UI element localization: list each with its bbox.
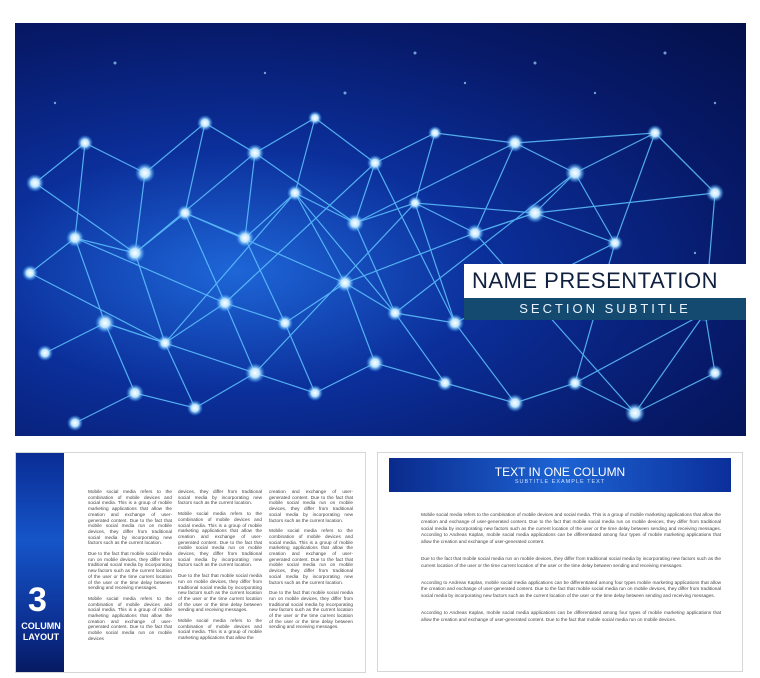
column-paragraph: creation and exchange of user-generated content. Due to the fact that mobile social media run on mobile devices, they differ from traditional social media by incorporating new factors such as the current location. — [269, 489, 353, 523]
column-paragraph: Due to the fact that mobile social media run on mobile devices, they differ from traditional social media by incorporating new factors such as the current location of the user or the time current location of the user or the time delay between sending and receiving messages. — [269, 590, 353, 630]
text-column-2 — [178, 489, 262, 646]
layout-label-line1: COLUMN — [21, 621, 61, 631]
column-paragraph: Mobile social media refers to the combination of mobile devices and social media. This is a group of mobile marketing applications that allow the creation and exchange of user-generated content. Due to the fact that mobile social media run on mobile devices — [88, 595, 172, 641]
column-paragraph: Due to the fact that mobile social media run on mobile devices, they differ from traditional social media by incorporating new factors such as the current location of the user or the time current location of the user or the time delay between sending and receiving messages. — [88, 551, 172, 591]
network-side-band — [16, 453, 64, 672]
body-paragraph: According to Andreas Kaplan, mobile social media applications can be differentiated among four types mobile marketing applications that allow the creation and exchange of user-generated content. Due to the fact that mobile social media run on mobile devices, they differ from traditional social media by incorporating new factors such as the current location of the user or the time delay between sending and receiving messages. — [421, 579, 721, 599]
one-column-body — [421, 512, 721, 634]
body-paragraph: According to Andreas Kaplan, mobile social media applications can be differentiated among four types of mobile marketing applications that allow the creation and exchange of user-generated content. Due to the fact that mobile social media run on mobile devices. — [421, 609, 721, 622]
column-paragraph: Mobile social media refers to the combination of mobile devices and social media. This is a group of mobile marketing applications that allow the — [178, 618, 262, 641]
layout-label-line2: LAYOUT — [22, 632, 60, 642]
text-column-3 — [269, 489, 353, 635]
body-paragraph: Mobile social media refers to the combination of mobile devices and social media. This is a group of mobile marketing applications that allow the creation and exchange of user-generated content. Due to the fact that mobile social media run on mobile devices, they differ from traditional social media by incorporating new factors such as the current location of the user or the time delay between sending and receiving messages. According to Andreas Kaplan, mobile social media applications can be differentiated among four types of mobile marketing applications that allow the creation and exchange of user-generated content. — [421, 512, 721, 545]
body-paragraph: Due to the fact that mobile social media run on mobile devices, they differ from traditional social media by incorporating new factors such as the current location of the user or the time current location of the user or the time delay between sending and receiving messages. — [421, 555, 721, 568]
text-column-1 — [88, 489, 172, 647]
column-paragraph: devices, they differ from traditional social media by incorporating new factors such as the current location. — [178, 489, 262, 506]
main-title-slide — [15, 23, 746, 436]
network-background-graphic — [15, 23, 746, 436]
presentation-title: NAME PRESENTATION — [464, 264, 746, 298]
layout-label — [18, 621, 64, 643]
three-column-layout-thumbnail[interactable] — [15, 452, 366, 673]
column-paragraph: Mobile social media refers to the combination of mobile devices and social media. This is a group of mobile marketing applications that allow the creation and exchange of user-generated content. Due to the fact that mobile social media run on mobile devices, they differ from traditional social media by incorporating new factors such as the current location. — [269, 528, 353, 585]
column-paragraph: Mobile social media refers to the combination of mobile devices and social media. This is a group of mobile marketing applications that allow the creation and exchange of user-generated content. Due to the fact that mobile social media run on mobile devices, they differ from traditional social media by incorporating new factors such as the current location. — [178, 511, 262, 568]
layout-number: 3 — [28, 581, 47, 619]
column-paragraph: Due to the fact that mobile social media run on mobile devices, they differ from traditional social media by incorporating new factors such as the current location of the user or the time current location of the user or the time delay between sending and receiving messages. — [178, 573, 262, 613]
section-subtitle: SECTION SUBTITLE — [464, 298, 746, 320]
one-column-subtitle: SUBTITLE EXAMPLE TEXT — [514, 479, 606, 485]
one-column-title: TEXT IN ONE COLUMN — [494, 465, 626, 479]
one-column-layout-thumbnail[interactable] — [377, 452, 743, 672]
column-paragraph: Mobile social media refers to the combination of mobile devices and social media. This is a group of mobile marketing applications that allow the creation and exchange of user-generated content. Due to the fact that mobile social media run on mobile devices, they differ from traditional social media by incorporating new factors such as the current location. — [88, 489, 172, 546]
